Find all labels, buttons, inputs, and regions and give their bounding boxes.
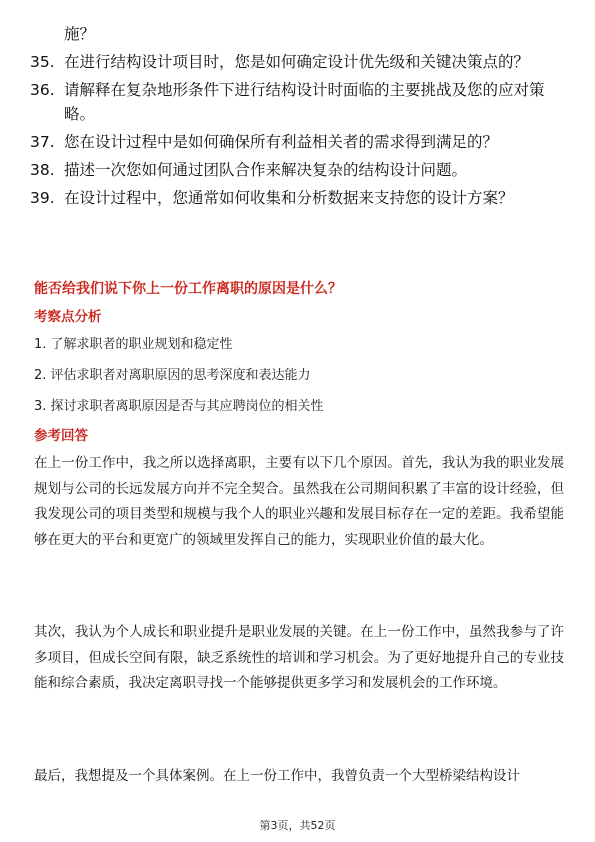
list-item [30,130,570,154]
answer-paragraph [34,451,564,553]
answer-section [34,426,564,446]
answer-paragraph-text: 在上一份工作中，我之所以选择离职，主要有以下几个原因。首先，我认为我的职业发展规划与公司的长远发展方向并不完全契合。虽然我在公司期间积累了丰富的设计经验，但我发现公司的项目类型和规模与我个人的职业兴趣和发展目标存在一定的差距。我希望能够在更大的平台和更宽广的领域里发挥自己的能力，实现职业价值的最大化。 [34,455,564,548]
list-item [30,50,570,74]
interview-question-section [34,279,564,299]
question-text: 请解释在复杂地形条件下进行结构设计时面临的主要挑战及您的应对策略。 [64,81,545,123]
question-number: 38. [30,161,55,179]
question-list [30,22,570,214]
answer-paragraph [34,764,564,790]
question-text: 您在设计过程中是如何确保所有利益相关者的需求得到满足的？ [64,133,499,151]
analysis-heading: 考察点分析 [34,309,102,325]
answer-paragraph-text: 其次，我认为个人成长和职业提升是职业发展的关键。在上一份工作中，虽然我参与了许多项目，但成长空间有限，缺乏系统性的培训和学习机会。为了更好地提升自己的专业技能和综合素质，我决定离职寻找一个能够提供更多学习和发展机会的工作环境。 [34,624,564,691]
answer-heading: 参考回答 [34,428,88,444]
question-text: 在进行结构设计项目时，您是如何确定设计优先级和关键决策点的？ [64,53,530,71]
question-number: 37. [30,133,55,151]
list-item [30,158,570,182]
analysis-section [34,307,564,417]
answer-paragraph-text: 最后，我想提及一个具体案例。在上一份工作中，我曾负责一个大型桥梁结构设计 [34,768,520,784]
question-number: 36. [30,81,55,99]
list-item [30,78,570,126]
question-number: 35. [30,53,55,71]
analysis-point: 2. 评估求职者对离职原因的思考深度和表达能力 [34,368,311,383]
question-text: 在设计过程中，您通常如何收集和分析数据来支持您的设计方案？ [64,189,514,207]
question-number: 39. [30,189,55,207]
page-footer: 第3页，共52页 [259,819,336,832]
list-item [30,22,570,46]
interview-question-title: 能否给我们说下你上一份工作离职的原因是什么？ [34,281,342,297]
question-text: 描述一次您如何通过团队合作来解决复杂的结构设计问题。 [64,161,468,179]
question-text: 施？ [64,25,96,43]
analysis-point: 3. 探讨求职者离职原因是否与其应聘岗位的相关性 [34,399,324,414]
analysis-point: 1. 了解求职者的职业规划和稳定性 [34,337,233,352]
answer-paragraph [34,620,564,697]
list-item [30,186,570,210]
